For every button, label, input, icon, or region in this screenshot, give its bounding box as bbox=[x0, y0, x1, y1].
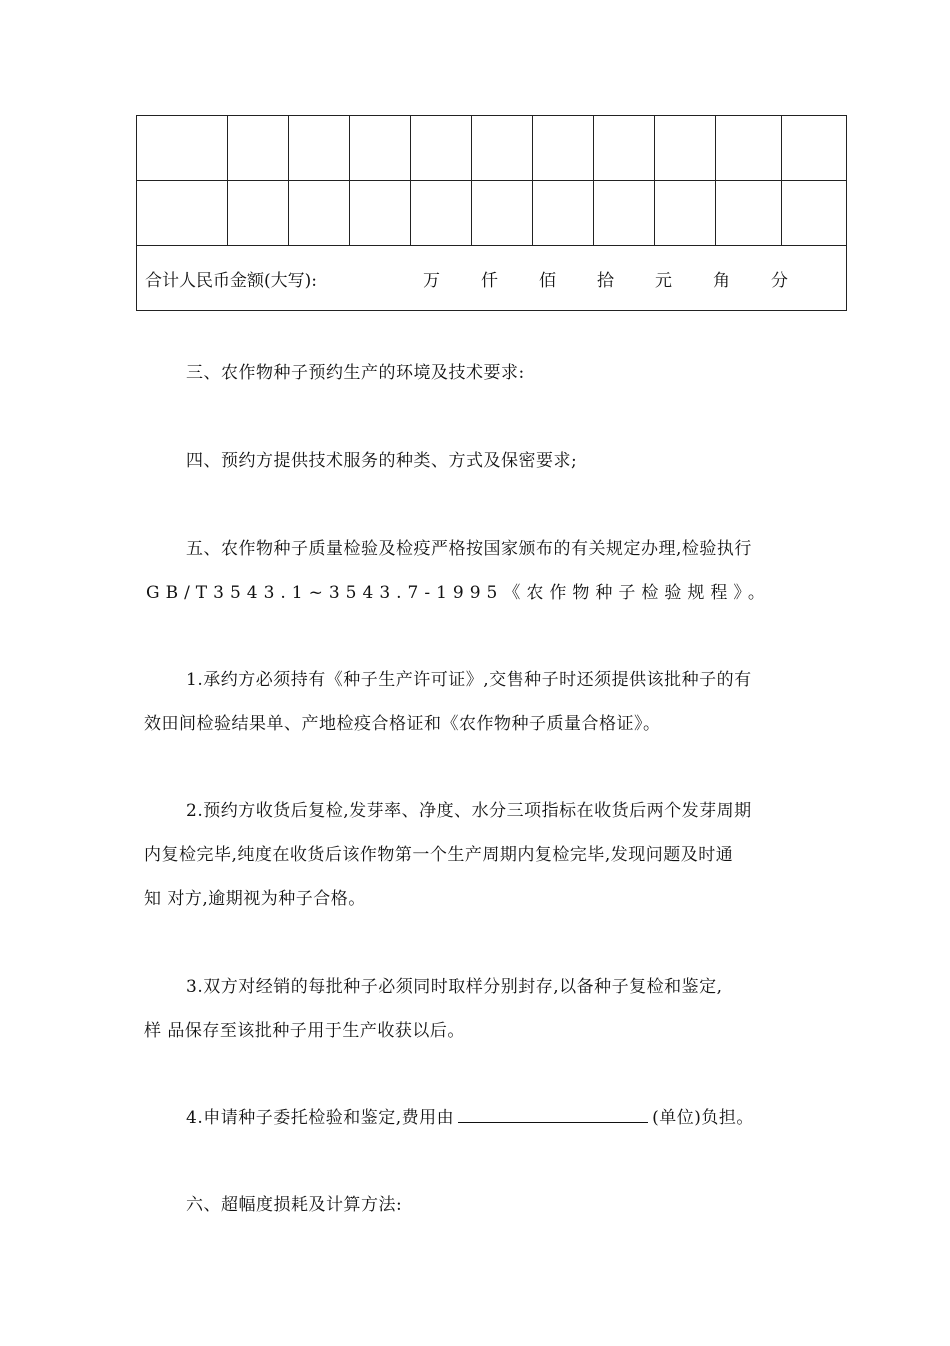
section-6-heading: 六、超幅度损耗及计算方法: bbox=[186, 1195, 403, 1215]
amount-units bbox=[423, 266, 829, 291]
table-cell bbox=[411, 181, 472, 246]
total-cell bbox=[137, 246, 847, 311]
table-row bbox=[137, 116, 847, 181]
total-amount-label: 合计人民币金额(大写): bbox=[145, 270, 317, 291]
section-5-line-2: GB/T3543.1~3543.7-1995《农作物种子检验规程》。 bbox=[146, 583, 771, 603]
item-3-line-2: 样 品保存至该批种子用于生产收获以后。 bbox=[144, 1021, 465, 1041]
unit-jiao: 角 bbox=[713, 270, 730, 291]
item-2-line-1: 2.预约方收货后复检,发芽率、净度、水分三项指标在收货后两个发芽周期 bbox=[186, 801, 752, 821]
table-cell bbox=[782, 116, 847, 181]
table-cell bbox=[350, 181, 411, 246]
unit-bai: 佰 bbox=[539, 270, 556, 291]
table-cell bbox=[289, 116, 350, 181]
total-row bbox=[137, 246, 847, 311]
table-cell bbox=[533, 181, 594, 246]
item-4-suffix: (单位)负担。 bbox=[652, 1108, 754, 1128]
table-cell bbox=[594, 181, 655, 246]
unit-wan: 万 bbox=[423, 270, 440, 291]
unit-fen: 分 bbox=[771, 270, 788, 291]
table-cell bbox=[655, 116, 716, 181]
unit-qian: 仟 bbox=[481, 270, 498, 291]
table-cell bbox=[411, 116, 472, 181]
table-cell bbox=[228, 116, 289, 181]
unit-yuan: 元 bbox=[655, 270, 672, 291]
item-2-line-2: 内复检完毕,纯度在收货后该作物第一个生产周期内复检完毕,发现问题及时通 bbox=[144, 845, 734, 865]
table-cell bbox=[782, 181, 847, 246]
table-row bbox=[137, 181, 847, 246]
section-3-heading: 三、农作物种子预约生产的环境及技术要求: bbox=[186, 363, 525, 383]
table-cell bbox=[716, 181, 782, 246]
table-cell bbox=[137, 116, 228, 181]
table-cell bbox=[350, 116, 411, 181]
section-4-heading: 四、预约方提供技术服务的种类、方式及保密要求; bbox=[186, 451, 578, 471]
table-cell bbox=[289, 181, 350, 246]
item-4-line bbox=[186, 1103, 754, 1128]
table-cell bbox=[594, 116, 655, 181]
unit-shi: 拾 bbox=[597, 270, 614, 291]
table-cell bbox=[472, 116, 533, 181]
item-2-line-3: 知 对方,逾期视为种子合格。 bbox=[144, 889, 366, 909]
item-1-line-2: 效田间检验结果单、产地检疫合格证和《农作物种子质量合格证》。 bbox=[144, 714, 661, 734]
table-cell bbox=[655, 181, 716, 246]
table-cell bbox=[716, 116, 782, 181]
table-cell bbox=[228, 181, 289, 246]
amount-table bbox=[136, 115, 847, 311]
table-cell bbox=[472, 181, 533, 246]
fill-in-blank bbox=[458, 1104, 648, 1123]
table-cell bbox=[533, 116, 594, 181]
section-5-line-1: 五、农作物种子质量检验及检疫严格按国家颁布的有关规定办理,检验执行 bbox=[186, 539, 752, 559]
item-4-prefix: 4.申请种子委托检验和鉴定,费用由 bbox=[186, 1108, 455, 1128]
table-cell bbox=[137, 181, 228, 246]
item-1-line-1: 1.承约方必须持有《种子生产许可证》,交售种子时还须提供该批种子的有 bbox=[186, 670, 752, 690]
item-3-line-1: 3.双方对经销的每批种子必须同时取样分别封存,以备种子复检和鉴定, bbox=[186, 977, 723, 997]
